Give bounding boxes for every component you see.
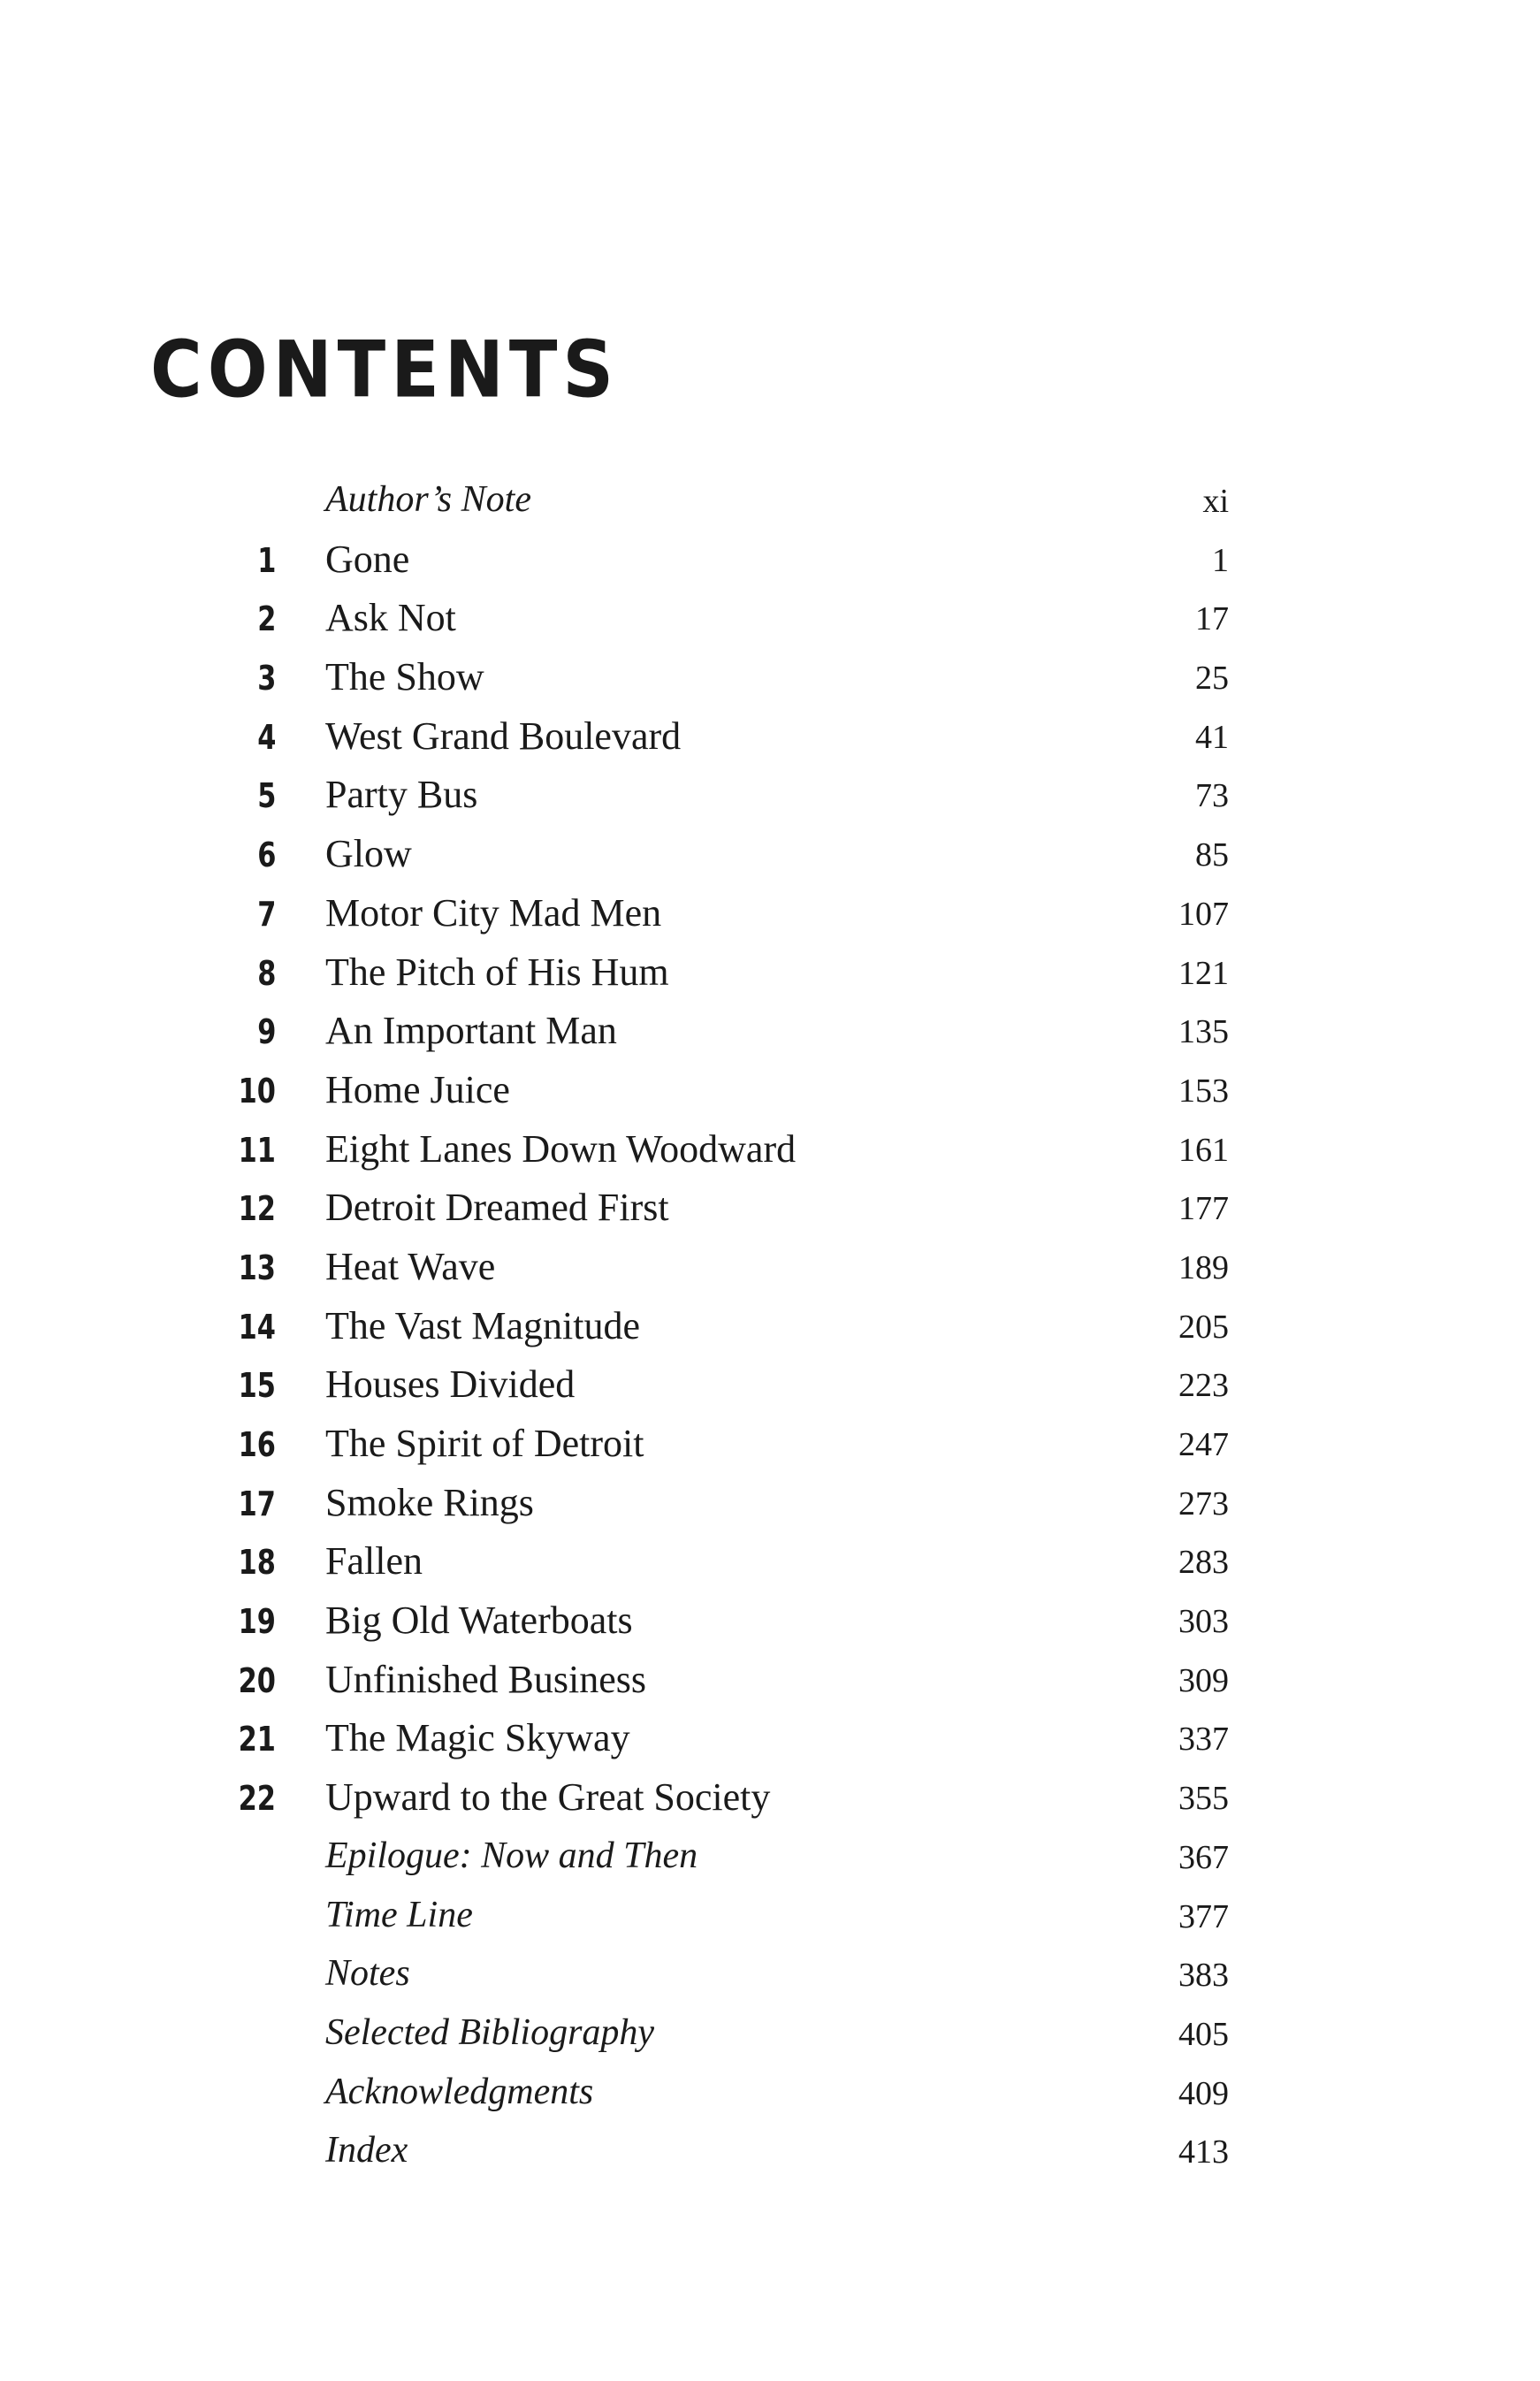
chapter-title: Heat Wave	[325, 1244, 496, 1288]
chapter-number: 21	[238, 1720, 276, 1759]
page-number: 189	[1178, 1248, 1229, 1286]
toc-entry	[0, 1126, 1540, 1186]
page-number: 41	[1195, 718, 1229, 756]
page-number: 223	[1178, 1367, 1229, 1405]
toc-entry	[0, 1598, 1540, 1657]
page-number: 85	[1195, 836, 1229, 874]
chapter-title: Upward to the Great Society	[325, 1775, 771, 1820]
chapter-title: Smoke Rings	[325, 1480, 534, 1524]
table-of-contents	[0, 477, 1540, 2187]
chapter-title: Unfinished Business	[325, 1657, 646, 1701]
chapter-title: The Show	[325, 655, 484, 699]
page-number: 247	[1178, 1426, 1229, 1463]
page-number: 205	[1178, 1308, 1229, 1346]
chapter-title: The Pitch of His Hum	[325, 950, 669, 994]
chapter-title: Acknowledgments	[325, 2071, 594, 2112]
chapter-title: The Magic Skyway	[325, 1716, 630, 1760]
toc-entry	[0, 1951, 1540, 2011]
chapter-number: 22	[238, 1779, 276, 1819]
page-number: 273	[1178, 1484, 1229, 1522]
chapter-number: 2	[256, 599, 276, 639]
page-number: 153	[1178, 1072, 1229, 1110]
page-number: 377	[1178, 1897, 1229, 1935]
chapter-number: 3	[256, 659, 276, 698]
page-number: 409	[1178, 2074, 1229, 2112]
toc-entry	[0, 714, 1540, 773]
chapter-number: 7	[256, 894, 276, 934]
chapter-number: 6	[256, 836, 276, 875]
chapter-title: Selected Bibliography	[325, 2011, 655, 2053]
page-number: 107	[1178, 895, 1229, 933]
chapter-number: 10	[238, 1071, 276, 1110]
page-number: 309	[1178, 1661, 1229, 1699]
chapter-title: Motor City Mad Men	[325, 890, 662, 935]
page-number: 337	[1178, 1721, 1229, 1759]
page-number: 283	[1178, 1544, 1229, 1582]
page-number: 17	[1195, 600, 1229, 638]
page-number: 73	[1195, 777, 1229, 815]
chapter-title: Houses Divided	[325, 1362, 576, 1407]
toc-entry	[0, 1008, 1540, 1067]
page-number: 1	[1212, 541, 1229, 579]
toc-entry	[0, 890, 1540, 950]
chapter-title: The Spirit of Detroit	[325, 1422, 644, 1465]
chapter-number: 20	[238, 1660, 276, 1700]
toc-entry	[0, 595, 1540, 654]
page-number: 25	[1195, 660, 1229, 698]
toc-entry	[0, 1244, 1540, 1303]
page-number: 135	[1178, 1013, 1229, 1051]
toc-entry	[0, 772, 1540, 831]
chapter-number: 9	[256, 1012, 276, 1052]
toc-entry	[0, 1657, 1540, 1716]
chapter-number: 1	[256, 540, 276, 580]
chapter-number: 18	[238, 1543, 276, 1583]
toc-entry	[0, 2070, 1540, 2129]
toc-entry	[0, 1185, 1540, 1244]
chapter-number: 12	[238, 1189, 276, 1229]
chapter-title: Home Juice	[325, 1067, 510, 1111]
toc-entry	[0, 2011, 1540, 2070]
toc-entry	[0, 537, 1540, 596]
chapter-number: 13	[238, 1248, 276, 1287]
page-number: 383	[1178, 1957, 1229, 1995]
toc-entry	[0, 1774, 1540, 1834]
chapter-title: Ask Not	[325, 596, 456, 640]
chapter-title: Party Bus	[325, 773, 478, 817]
page-number: xi	[1202, 483, 1229, 520]
toc-entry	[0, 1538, 1540, 1598]
toc-entry	[0, 1421, 1540, 1480]
page-number: 121	[1178, 954, 1229, 992]
chapter-number: 16	[238, 1425, 276, 1464]
toc-entry	[0, 654, 1540, 714]
chapter-number: 5	[256, 776, 276, 816]
toc-entry	[0, 2128, 1540, 2187]
toc-entry	[0, 1834, 1540, 1893]
page-number: 177	[1178, 1190, 1229, 1228]
chapter-title: Big Old Waterboats	[325, 1599, 633, 1643]
toc-entry	[0, 1715, 1540, 1774]
chapter-number: 4	[256, 717, 276, 757]
page-number: 405	[1178, 2015, 1229, 2053]
chapter-title: An Important Man	[325, 1009, 617, 1053]
page-title: CONTENTS	[150, 324, 620, 416]
chapter-title: The Vast Magnitude	[325, 1303, 641, 1347]
toc-entry	[0, 831, 1540, 890]
toc-entry	[0, 1893, 1540, 1952]
toc-entry	[0, 950, 1540, 1009]
page-number: 355	[1178, 1780, 1229, 1818]
chapter-title: Gone	[325, 537, 410, 581]
chapter-number: 15	[238, 1366, 276, 1406]
toc-entry	[0, 477, 1540, 537]
chapter-title: Time Line	[325, 1894, 473, 1935]
chapter-title: Fallen	[325, 1539, 423, 1584]
page-number: 413	[1178, 2133, 1229, 2171]
chapter-title: Detroit Dreamed First	[325, 1186, 669, 1230]
chapter-number: 19	[238, 1602, 276, 1642]
page-number: 303	[1178, 1603, 1229, 1641]
page-number: 367	[1178, 1838, 1229, 1876]
chapter-title: Index	[325, 2130, 408, 2171]
toc-entry	[0, 1362, 1540, 1421]
toc-entry	[0, 1303, 1540, 1362]
chapter-title: West Grand Boulevard	[325, 714, 682, 758]
page-number: 161	[1178, 1131, 1229, 1169]
chapter-title: Epilogue: Now and Then	[325, 1835, 698, 1876]
chapter-number: 14	[238, 1307, 276, 1347]
chapter-number: 8	[256, 953, 276, 993]
toc-entry	[0, 1067, 1540, 1126]
chapter-title: Eight Lanes Down Woodward	[325, 1126, 797, 1171]
chapter-title: Author’s Note	[325, 479, 531, 520]
chapter-title: Glow	[325, 832, 412, 876]
chapter-number: 17	[238, 1484, 276, 1523]
chapter-number: 11	[238, 1130, 276, 1170]
toc-entry	[0, 1480, 1540, 1539]
chapter-title: Notes	[325, 1953, 410, 1995]
